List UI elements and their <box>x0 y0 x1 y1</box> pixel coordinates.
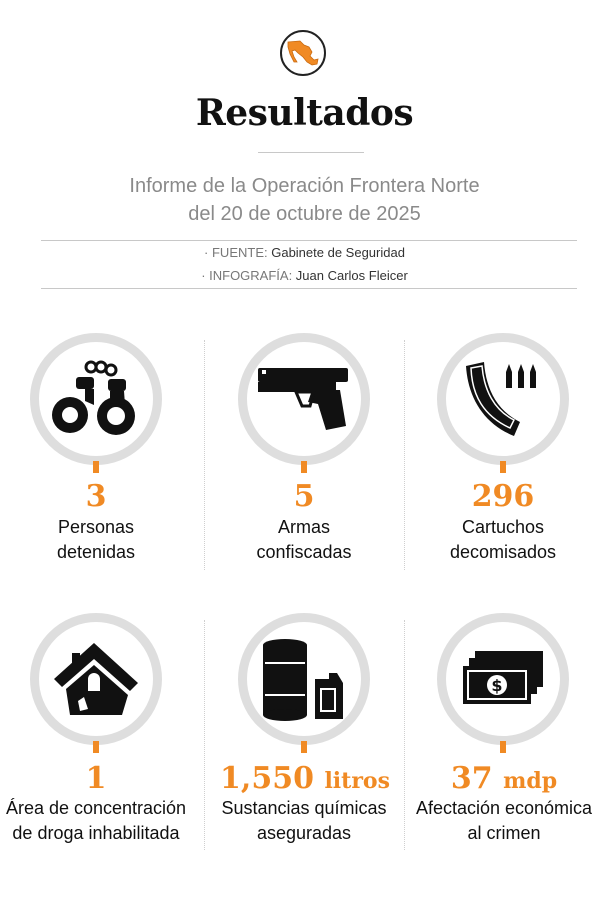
money-icon <box>461 649 545 709</box>
stat-value: 5 <box>293 479 315 514</box>
pistol-icon <box>256 364 352 434</box>
divider-bottom <box>41 288 577 289</box>
credit-key: · INFOGRAFÍA: <box>201 268 293 283</box>
stat-value: 3 <box>85 479 107 514</box>
stat-label: Sustancias químicas aseguradas <box>221 798 387 843</box>
graphic-credit <box>0 268 609 283</box>
source-value: Gabinete de Seguridad <box>267 245 405 260</box>
svg-text:$: $ <box>491 676 503 695</box>
stat-ring <box>437 613 569 745</box>
stat-label: Armas confiscadas <box>256 517 352 562</box>
stat-ring <box>30 613 162 745</box>
stat-pin <box>301 741 307 753</box>
stat-value: 296 <box>471 479 535 514</box>
stat-label: Personas detenidas <box>56 517 136 562</box>
source-key: · FUENTE: <box>204 245 268 260</box>
stat-pin <box>500 741 506 753</box>
stat-pin <box>93 461 99 473</box>
subtitle <box>0 172 609 228</box>
chemical-barrel-icon <box>259 637 349 721</box>
subtitle-line-2: del 20 de octubre de 2025 <box>188 203 421 225</box>
credit-value: Juan Carlos Fleicer <box>292 268 408 283</box>
source-credit <box>0 245 609 260</box>
house-icon <box>50 639 142 719</box>
stat-ring <box>30 333 162 465</box>
subtitle-line-1: Informe de la Operación Frontera Norte <box>129 175 480 197</box>
mexico-map-icon <box>280 30 326 76</box>
handcuffs-icon <box>50 359 142 439</box>
divider-top <box>41 240 577 241</box>
stat-pin <box>301 461 307 473</box>
stat-label: Cartuchos decomisados <box>449 517 557 562</box>
stat-ring <box>238 333 370 465</box>
stat-label: Área de concentración de droga inhabilitada <box>5 798 187 843</box>
page-title: Resultados <box>195 92 414 134</box>
stat-label: Afectación económica al crimen <box>415 798 593 843</box>
stat-value: 1,550 litros <box>220 761 390 796</box>
stat-ring <box>238 613 370 745</box>
stat-pin <box>500 461 506 473</box>
stat-value: 37 mdp <box>450 761 558 796</box>
stat-value: 1 <box>85 761 107 796</box>
ammo-magazine-icon <box>462 358 544 440</box>
stat-pin <box>93 741 99 753</box>
stat-ring <box>437 333 569 465</box>
title-divider <box>258 152 364 153</box>
